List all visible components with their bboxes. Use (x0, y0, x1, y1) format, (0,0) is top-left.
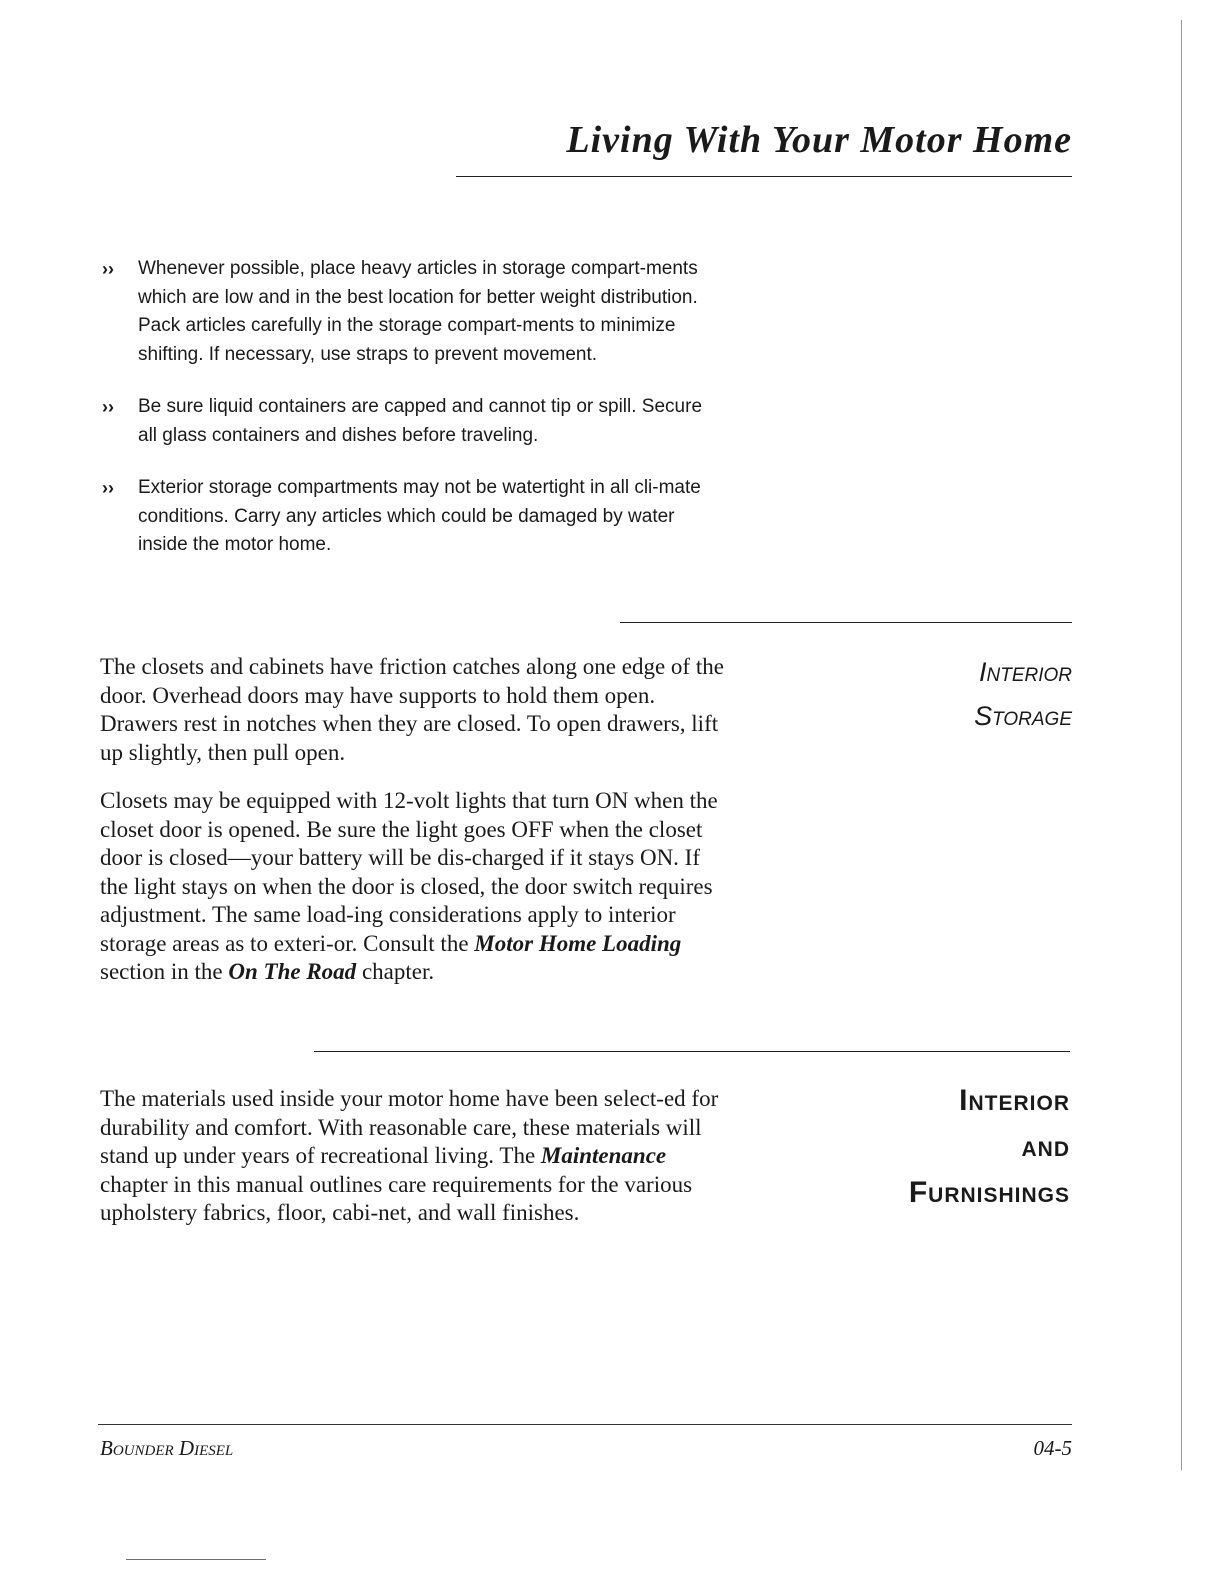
chevron-right-double-icon: ›› (102, 478, 114, 498)
chevron-right-double-icon: ›› (102, 259, 114, 279)
cross-reference: Motor Home Loading (474, 930, 682, 956)
page-number: 04-5 (1033, 1436, 1072, 1460)
paragraph: The closets and cabinets have friction catches along one edge of the door. Overhead doors may have supports to hold them open. Drawers rest in notches when they are closed. To open drawers, lift up slightly, then pull open. (100, 654, 724, 765)
page-title: Living With Your Motor Home (566, 119, 1072, 161)
section-heading-interior-storage: Interior Storage (974, 657, 1072, 731)
cross-reference: On The Road (228, 959, 357, 984)
list-item (100, 255, 720, 369)
section-heading-interior-furnishings: Interior and Furnishings (908, 1084, 1070, 1209)
section-divider (620, 622, 1072, 623)
cross-reference: Maintenance (540, 1143, 667, 1168)
bullet-text: Exterior storage compartments may not be watertight in all cli-mate conditions. Carry any articles which could be damaged by water inside the motor home. (138, 477, 701, 555)
scan-mark (126, 1559, 266, 1560)
paragraph: The materials used inside your motor home have been select-ed for durability and comfort. With reasonable care, these materials will stand up under years of recreational living. The Maintenance chapter in this manual outlines care requirements for the various upholstery fabrics, floor, cabi-net, and wall finishes. (100, 1086, 719, 1225)
bullet-text: Whenever possible, place heavy articles in storage compart-ments which are low and in the best location for better weight distribution. Pack articles carefully in the storage compart-ments to minimize shifting. If necessary, use straps to prevent movement. (138, 258, 698, 365)
list-item (100, 474, 720, 560)
footer-divider (98, 1424, 1072, 1425)
chevron-right-double-icon: ›› (102, 397, 114, 417)
footer-manual-name: Bounder Diesel (100, 1436, 234, 1460)
section-divider (314, 1051, 1070, 1052)
header-divider (456, 176, 1072, 177)
interior-storage-body (100, 653, 730, 1007)
paragraph: Closets may be equipped with 12-volt lights that turn ON when the closet door is opened. Be sure the light goes OFF when the closet door is closed—your battery will be dis-charged if it stays ON. If the light stays on when the door is closed, the door switch requires adjustment. The same load-ing considerations apply to interior storage areas as to exteri-or. Consult the Motor Home Loading section in the On The Road chapter. (100, 788, 718, 984)
list-item (100, 393, 720, 450)
bullet-list (100, 255, 720, 584)
interior-furnishings-body (100, 1085, 730, 1248)
scan-edge-line (1181, 20, 1182, 1470)
bullet-text: Be sure liquid containers are capped and cannot tip or spill. Secure all glass containers and dishes before traveling. (138, 396, 703, 446)
